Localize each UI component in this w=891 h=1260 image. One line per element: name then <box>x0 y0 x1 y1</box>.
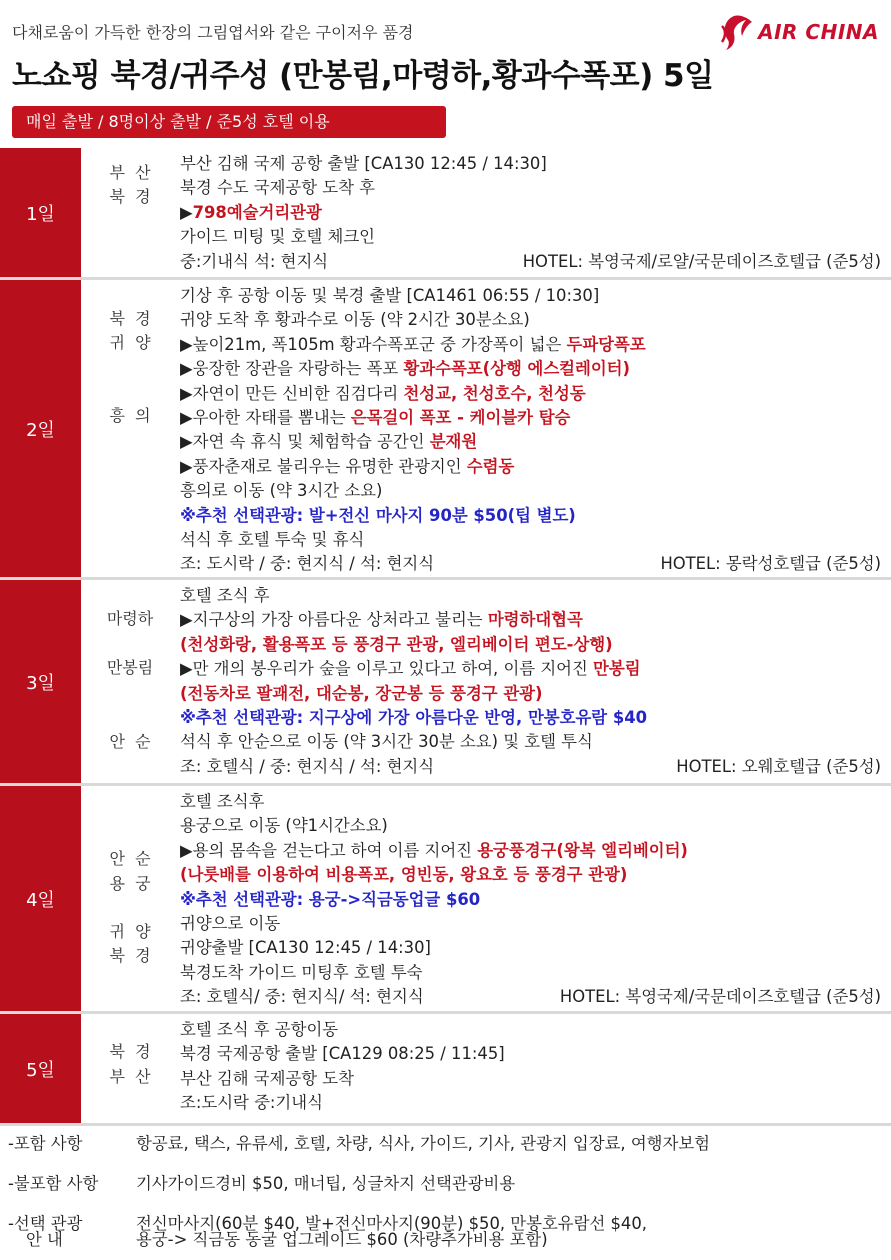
line-text: 조:도시락 중:기내식 <box>180 1093 323 1113</box>
line-text: 조: 호텔식/ 중: 현지식/ 석: 현지식 <box>180 987 424 1007</box>
line-text: 기상 후 공항 이동 및 북경 출발 [CA1461 06:55 / 10:30] <box>180 286 600 305</box>
line-text: 호텔 조식 후 <box>180 586 270 605</box>
line-prefix: ▶풍자춘재로 불리우는 유명한 관광지인 <box>180 456 467 476</box>
schedule-line <box>180 430 881 454</box>
schedule-lines <box>180 1018 881 1116</box>
highlight-attraction: 천성교, 천성호수, 천성동 <box>403 383 586 403</box>
schedule-line <box>180 284 881 308</box>
schedule-line <box>180 250 881 274</box>
city-name: 북 경 <box>109 946 151 965</box>
schedule-line <box>180 936 881 960</box>
line-text: 북경 수도 국제공항 도착 후 <box>180 178 376 198</box>
city-name: 부 산 <box>109 163 151 182</box>
line-prefix: ▶높이21m, 폭105m 황과수폭포군 중 가장폭이 넓은 <box>180 334 567 354</box>
highlight-attraction: 798예술거리관광 <box>192 202 322 222</box>
schedule-line <box>180 706 881 730</box>
footer-label: -선택 관광 <box>8 1214 83 1233</box>
city-name: 북 경 <box>109 1042 151 1061</box>
schedule-line <box>180 357 881 381</box>
schedule-line <box>180 455 881 479</box>
line-text: 북경도착 가이드 미팅후 호텔 투숙 <box>180 962 423 982</box>
hotel-info: HOTEL: 오웨호텔급 (준5성) <box>676 756 881 776</box>
schedule-line <box>180 201 881 225</box>
city-name: 안 순 <box>109 732 151 751</box>
line-text: 흥의로 이동 (약 3시간 소요) <box>180 481 383 501</box>
schedule-line <box>180 657 881 681</box>
highlight-attraction: 만봉림 <box>593 659 641 679</box>
city-name: 귀 양 <box>109 333 151 352</box>
phoenix-icon <box>714 12 754 52</box>
schedule-line <box>180 1067 881 1091</box>
highlight-attraction: 두파당폭포 <box>566 334 646 354</box>
line-text: 호텔 조식후 <box>180 792 265 811</box>
schedule-line <box>180 961 881 985</box>
day-label: 2일 <box>0 280 81 577</box>
airline-logo <box>714 12 879 52</box>
footer-value: 항공료, 택스, 유류세, 호텔, 차량, 식사, 가이드, 기사, 관광지 입장료, 여행자보험 <box>136 1134 710 1153</box>
schedule-line <box>180 790 881 814</box>
line-prefix: ▶자연이 만든 신비한 짐검다리 <box>180 383 404 403</box>
line-text: 귀양출발 [CA130 12:45 / 14:30] <box>180 938 431 958</box>
highlight-attraction: 수렴동 <box>466 456 515 476</box>
highlight-attraction: 마령하대협곡 <box>487 610 583 630</box>
line-text: 부산 김해 국제 공항 출발 [CA130 12:45 / 14:30] <box>180 154 547 173</box>
day-row <box>0 280 891 580</box>
schedule-line <box>180 814 881 838</box>
line-text: 조: 호텔식 / 중: 현지식 / 석: 현지식 <box>180 756 435 776</box>
schedule-line <box>180 333 881 357</box>
schedule-line <box>180 584 881 608</box>
footer-label: 안 내 <box>26 1230 63 1249</box>
line-text: 석식 후 호텔 투숙 및 휴식 <box>180 529 365 549</box>
footer-label: -포함 사항 <box>8 1134 83 1153</box>
line-text: 귀양으로 이동 <box>180 913 281 933</box>
schedule-line <box>180 225 881 249</box>
schedule-line <box>180 730 881 754</box>
line-text: 용궁으로 이동 (약1시간소요) <box>180 816 388 836</box>
schedule-line <box>180 888 881 912</box>
schedule-lines <box>180 284 881 577</box>
footer-label: -불포함 사항 <box>8 1174 99 1193</box>
line-text: 석식 후 안순으로 이동 (약 3시간 30분 소요) 및 호텔 투식 <box>180 732 593 752</box>
schedule-line <box>180 839 881 863</box>
city-name: 용 궁 <box>109 874 151 893</box>
page-title: 노쇼핑 북경/귀주성 (만봉림,마령하,황과수폭포) 5일 <box>12 58 714 94</box>
schedule-line <box>180 608 881 632</box>
schedule-line <box>180 382 881 406</box>
hotel-info: HOTEL: 복영국제/국문데이즈호텔급 (준5성) <box>559 987 881 1007</box>
schedule-line <box>180 985 881 1009</box>
highlight-attraction: 황과수폭포(상행 에스컬레이터) <box>403 359 630 379</box>
day-row <box>0 580 891 786</box>
line-text: 호텔 조식 후 공항이동 <box>180 1020 339 1039</box>
city-name: 부 산 <box>109 1067 151 1086</box>
line-prefix: ▶자연 속 휴식 및 체험학습 공간인 <box>180 432 430 452</box>
day-row <box>0 148 891 280</box>
schedule-line <box>180 1091 881 1115</box>
footer-value: 전신마사지(60분 $40, 발+전신마사지(90분) $50, 만봉호유람선 $40, <box>136 1214 647 1233</box>
day-label: 3일 <box>0 580 81 783</box>
schedule-line <box>180 1018 881 1042</box>
line-text: 조: 도시락 / 중: 현지식 / 석: 현지식 <box>180 554 435 574</box>
optional-tour-note: ※추천 선택관광: 용궁->직금동업글 $60 <box>180 889 481 909</box>
line-text: 귀양 도착 후 황과수로 이동 (약 2시간 30분소요) <box>180 310 530 330</box>
highlight-attraction: 분재원 <box>429 432 478 452</box>
schedule-line <box>180 504 881 528</box>
schedule-line <box>180 406 881 430</box>
footer-value: 기사가이드경비 $50, 매너팁, 싱글차지 선택관광비용 <box>136 1174 516 1193</box>
schedule-line <box>180 755 881 779</box>
highlight-attraction: 은목걸이 폭포 - 케이블카 탑승 <box>350 407 571 427</box>
line-text: 부산 김해 국제공항 도착 <box>180 1068 354 1088</box>
schedule-line <box>180 308 881 332</box>
highlight-attraction: 용궁풍경구(왕복 엘리베이터) <box>477 840 688 860</box>
subtitle: 다채로움이 가득한 한장의 그림엽서와 같은 구이저우 품경 <box>12 23 414 42</box>
hotel-info: HOTEL: 복영국제/로얄/국문데이즈호텔급 (준5성) <box>522 251 881 271</box>
optional-tour-note: ※추천 선택관광: 지구상에 가장 아름다운 반영, 만봉호유람 $40 <box>180 707 648 727</box>
departure-badge: 매일 출발 / 8명이상 출발 / 준5성 호텔 이용 <box>12 106 446 138</box>
line-prefix: ▶만 개의 봉우리가 숲을 이루고 있다고 하여, 이름 지어진 <box>180 659 594 679</box>
schedule-line <box>180 176 881 200</box>
schedule-line <box>180 1042 881 1066</box>
city-name: 흥 의 <box>109 406 151 425</box>
schedule-line <box>180 912 881 936</box>
schedule-line <box>180 863 881 887</box>
city-name: 귀 양 <box>109 922 151 941</box>
schedule-line <box>180 552 881 576</box>
line-prefix: ▶지구상의 가장 아름다운 상처라고 불리는 <box>180 610 488 630</box>
line-prefix: ▶ <box>180 202 193 222</box>
schedule-lines <box>180 584 881 779</box>
line-text: 중:기내식 석: 현지식 <box>180 251 329 271</box>
city-name: 북 경 <box>109 187 151 206</box>
line-text: 가이드 미팅 및 호텔 체크인 <box>180 227 376 247</box>
day-label: 1일 <box>0 148 81 277</box>
schedule-line <box>180 528 881 552</box>
day-label: 4일 <box>0 786 81 1011</box>
line-text: 북경 국제공항 출발 [CA129 08:25 / 11:45] <box>180 1044 505 1064</box>
city-name: 안 순 <box>109 849 151 868</box>
city-name: 북 경 <box>109 309 151 328</box>
highlight-attraction: (나룻배를 이용하여 비용폭포, 영빈동, 왕요호 등 풍경구 관광) <box>180 865 628 885</box>
day-label: 5일 <box>0 1014 81 1123</box>
line-prefix: ▶웅장한 장관을 자랑하는 폭포 <box>180 359 404 379</box>
day-row <box>0 1014 891 1126</box>
optional-tour-note: ※추천 선택관광: 발+전신 마사지 90분 $50(팁 별도) <box>180 505 576 525</box>
day-row <box>0 786 891 1014</box>
schedule-lines <box>180 152 881 274</box>
logo-text: AIR CHINA <box>758 20 879 44</box>
line-prefix: ▶우아한 자태를 뽐내는 <box>180 407 351 427</box>
line-prefix: ▶용의 몸속을 걷는다고 하여 이름 지어진 <box>180 840 478 860</box>
schedule-lines <box>180 790 881 1010</box>
hotel-info: HOTEL: 몽락성호텔급 (준5성) <box>660 554 881 574</box>
city-name: 만봉림 <box>106 658 154 677</box>
schedule-line <box>180 682 881 706</box>
highlight-attraction: (전동차로 팔괘전, 대순봉, 장군봉 등 풍경구 관광) <box>180 683 543 703</box>
highlight-attraction: (천성화랑, 활용폭포 등 풍경구 관광, 엘리베이터 편도-상행) <box>180 634 613 654</box>
schedule-line <box>180 633 881 657</box>
city-name: 마령하 <box>106 609 154 628</box>
schedule-line <box>180 479 881 503</box>
schedule-line <box>180 152 881 176</box>
footer-value: 용궁-> 직금동 동굴 업그레이드 $60 (차량추가비용 포함) <box>136 1230 548 1249</box>
